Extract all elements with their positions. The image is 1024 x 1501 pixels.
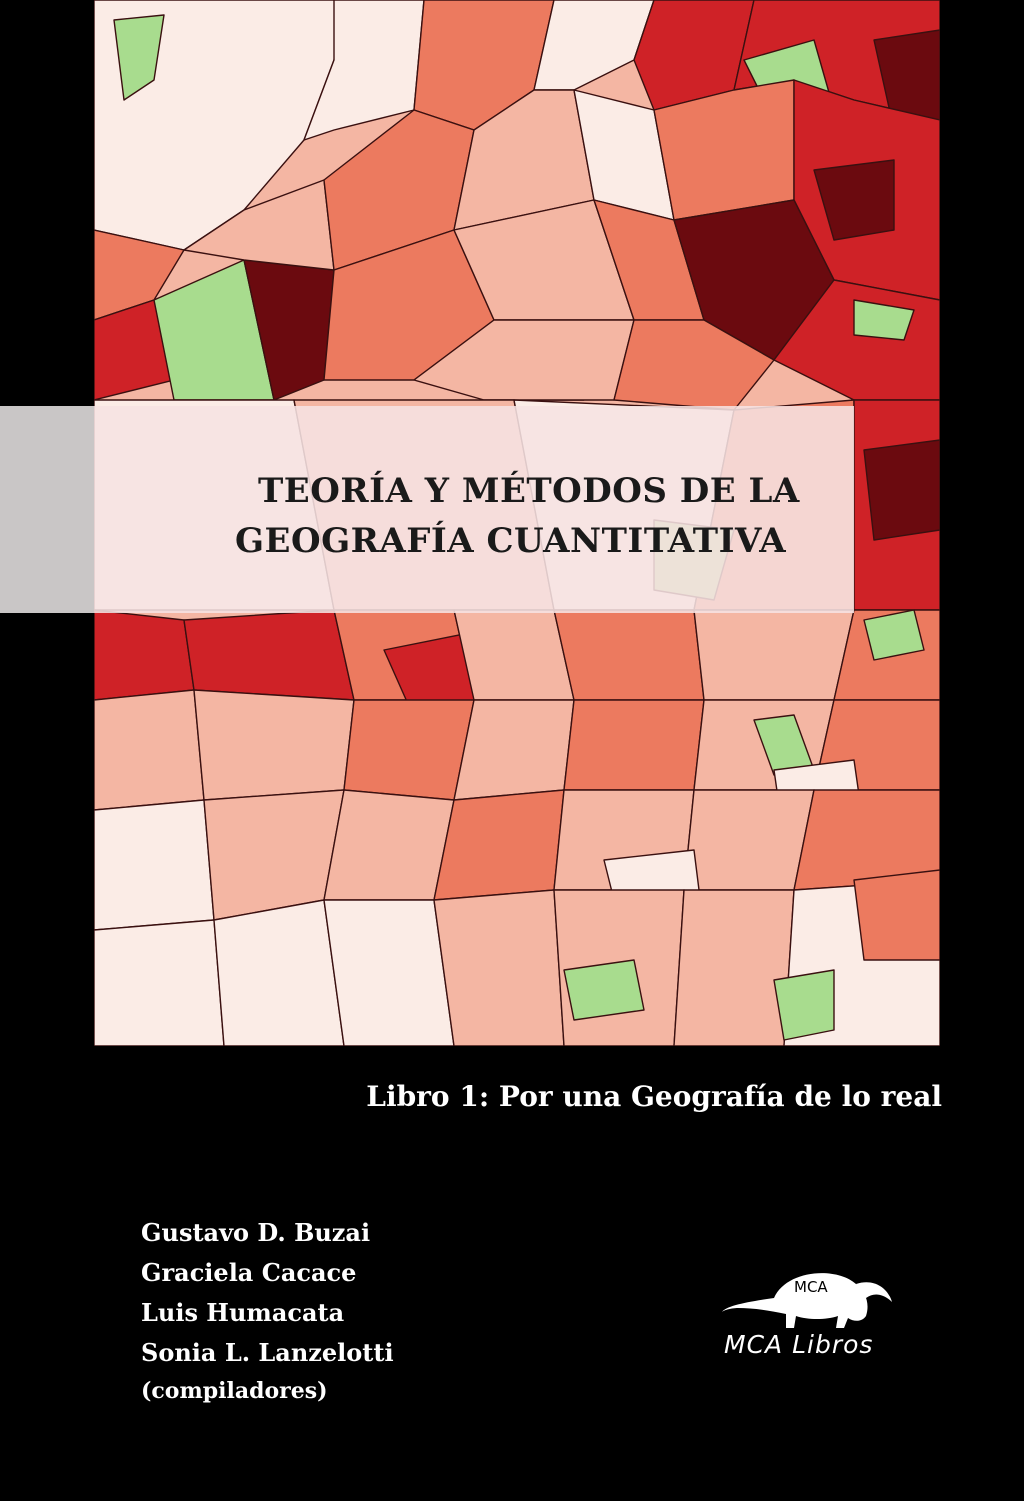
- book-title-line-1: TEORÍA Y MÉTODOS DE LA: [258, 471, 800, 511]
- book-title: [94, 466, 940, 566]
- book-subtitle: Libro 1: Por una Geografía de lo real: [366, 1080, 942, 1113]
- author-name: Graciela Cacace: [141, 1258, 357, 1287]
- publisher-name: MCA Libros: [724, 1330, 874, 1359]
- authors-role: (compiladores): [141, 1378, 328, 1404]
- authors-list: [141, 1213, 394, 1411]
- publisher-logo-text: MCA: [794, 1278, 828, 1296]
- author-name: Sonia L. Lanzelotti: [141, 1338, 394, 1367]
- book-title-line-2: GEOGRAFÍA CUANTITATIVA: [235, 521, 787, 561]
- author-name: Gustavo D. Buzai: [141, 1218, 371, 1247]
- title-band-gray-strip: [0, 406, 94, 613]
- author-name: Luis Humacata: [141, 1298, 345, 1327]
